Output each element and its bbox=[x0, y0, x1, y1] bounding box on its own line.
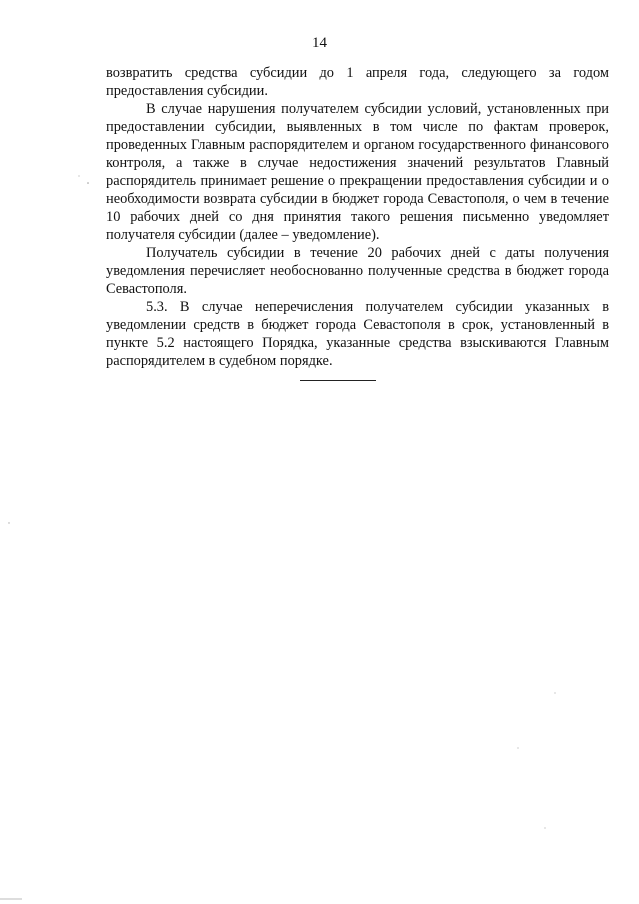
document-body bbox=[106, 64, 609, 370]
paragraph-violation-of-conditions: В случае нарушения получателем субсидии условий, установленных при предоставлении субсидии, выявленных в том числе по фактам проверок, проведенных Главным распорядителем и органом государственного финансового контроля, а также в случае недостижения значений результатов Главный распорядитель принимает решение о прекращении предоставления субсидии и о необходимости возврата субсидии в бюджет города Севастополя, о чем в течение 10 рабочих дней со дня принятия такого решения письменно уведомляет получателя субсидии (далее – уведомление). bbox=[106, 101, 609, 243]
end-separator-line bbox=[300, 380, 376, 381]
paragraph-continuation: возвратить средства субсидии до 1 апреля года, следующего за годом предоставления субсидии. bbox=[106, 65, 609, 99]
page-number: 14 bbox=[312, 35, 327, 51]
paragraph-return-of-funds: Получатель субсидии в течение 20 рабочих дней с даты получения уведомления перечисляет необоснованно полученные средства в бюджет города Севастополя. bbox=[106, 245, 609, 297]
paragraph-5-3: 5.3. В случае неперечисления получателем субсидии указанных в уведомлении средств в бюджет города Севастополя в срок, установленный в пункте 5.2 настоящего Порядка, указанные средства взыскиваются Главным распорядителем в судебном порядке. bbox=[106, 299, 609, 369]
